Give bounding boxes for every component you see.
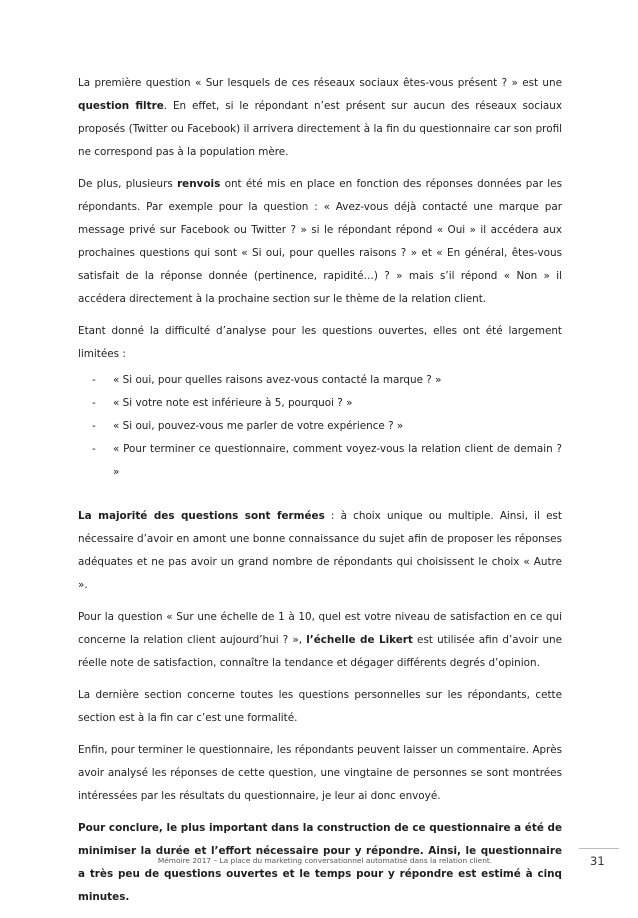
- dash-bullet: -: [92, 397, 96, 409]
- bold-term: La majorité des questions sont fermées: [78, 510, 325, 522]
- paragraph-renvois: De plus, plusieurs renvois ont été mis en place en fonction des réponses données par les répondants. Par exemple pour la question : « Avez-vous déjà contacté une marque par message privé sur Facebook ou Twitter ? » si le répondant répond « Oui » il accédera aux prochaines questions qui sont « Si oui, pour quelles raisons ? » et « En général, êtes-vous satisfait de la réponse donnée (pertinence, rapidité…) ? » mais s’il répond « Non » il accédera directement à la prochaine section sur le thème de la relation client.: [78, 178, 562, 305]
- dash-bullet: -: [92, 443, 96, 455]
- list-item: - « Si votre note est inférieure à 5, pourquoi ? »: [78, 392, 562, 415]
- paragraph-likert: Pour la question « Sur une échelle de 1 à 10, quel est votre niveau de satisfaction en ce qui concerne la relation client aujourd’hui ? », l’échelle de Likert est utilisée afin d’avoir une réelle note de satisfaction, connaître la tendance et dégager différents degrés d’opinion.: [78, 611, 563, 669]
- footer-text: Mémoire 2017 – La place du marketing conversationnel automatisé dans la relation client.: [157, 856, 493, 865]
- document-body: [78, 72, 562, 918]
- bold-term: renvois: [177, 178, 221, 190]
- bold-term: question filtre: [78, 100, 164, 112]
- dash-bullet: -: [92, 420, 96, 432]
- paragraph-conclusion: Pour conclure, le plus important dans la construction de ce questionnaire a été de minimiser la durée et l’effort nécessaire pour y répondre. Ainsi, le questionnaire a très peu de questions ouvertes et le temps pour y répondre est estimé à cinq minutes.: [78, 822, 562, 903]
- dash-bullet: -: [92, 374, 96, 386]
- page-number: 31: [590, 854, 605, 868]
- paragraph-personal-section: La dernière section concerne toutes les questions personnelles sur les répondants, cette section est à la fin car c’est une formalité.: [78, 689, 562, 724]
- paragraph-closed-questions: La majorité des questions sont fermées : à choix unique ou multiple. Ainsi, il est nécessaire d’avoir en amont une bonne connaissance du sujet afin de proposer les réponses adéquates et ne pas avoir un grand nombre de répondants qui choisissent le choix « Autre ».: [78, 510, 562, 591]
- footer-rule: [579, 848, 619, 849]
- bold-term: l’échelle de Likert: [306, 634, 413, 646]
- list-item: - « Si oui, pouvez-vous me parler de votre expérience ? »: [78, 415, 562, 438]
- paragraph-open-questions: Etant donné la difficulté d’analyse pour les questions ouvertes, elles ont été largement limitées :: [78, 325, 562, 360]
- list-item: - « Si oui, pour quelles raisons avez-vous contacté la marque ? »: [78, 369, 562, 392]
- open-questions-list: [78, 369, 562, 484]
- list-item: - « Pour terminer ce questionnaire, comment voyez-vous la relation client de demain ? »: [78, 438, 562, 484]
- paragraph-filter-question: La première question « Sur lesquels de ces réseaux sociaux êtes-vous présent ? » est une question filtre. En effet, si le répondant n’est présent sur aucun des réseaux sociaux proposés (Twitter ou Facebook) il arrivera directement à la fin du questionnaire car son profil ne correspond pas à la population mère.: [78, 77, 562, 158]
- paragraph-comment: Enfin, pour terminer le questionnaire, les répondants peuvent laisser un commentaire. Après avoir analysé les réponses de cette question, une vingtaine de personnes se sont montrées intéressées par les résultats du questionnaire, je leur ai donc envoyé.: [78, 744, 562, 802]
